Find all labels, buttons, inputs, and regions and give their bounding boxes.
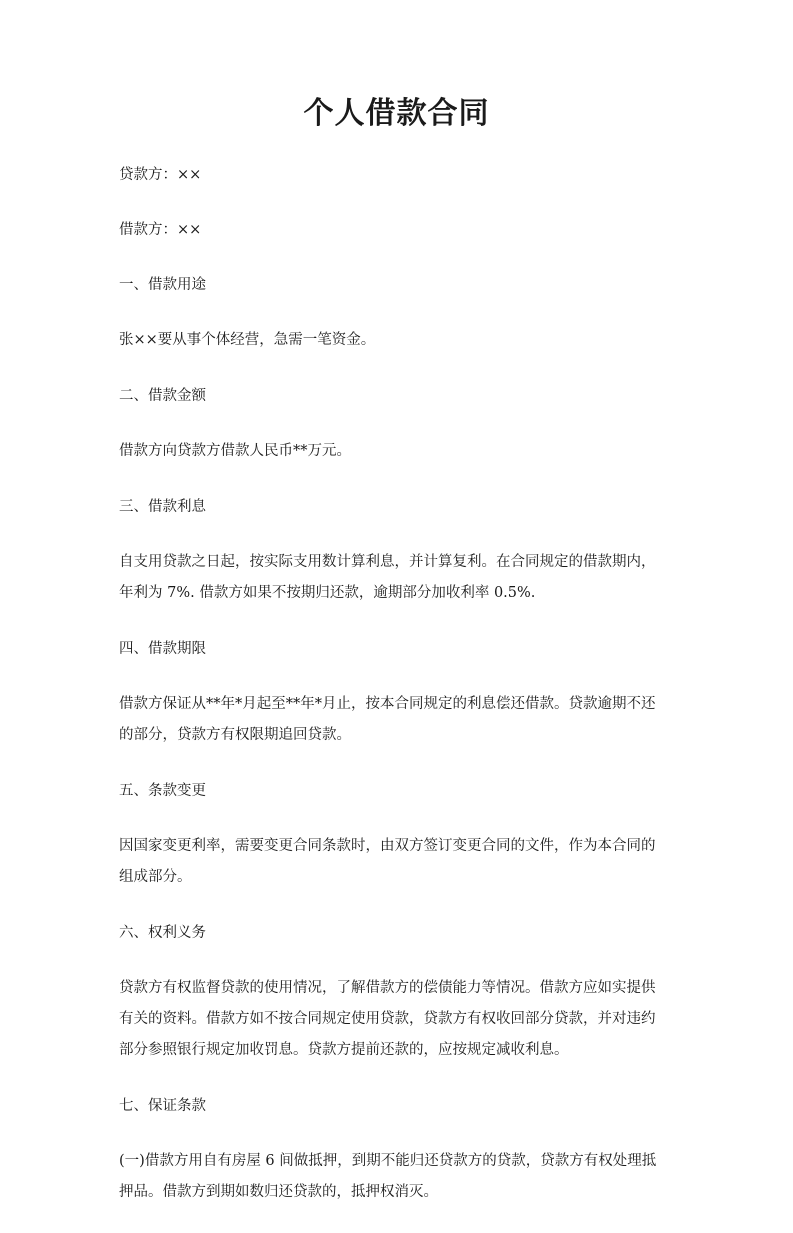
section-heading: 七、保证条款 (119, 1098, 206, 1114)
section-text: 的部分，贷款方有权限期追回贷款。 (119, 727, 351, 743)
document-body (119, 160, 679, 1233)
section-text: 借款方保证从**年*月起至**年*月止，按本合同规定的利息偿还借款。贷款逾期不还 (119, 696, 656, 712)
document-title: 个人借款合同 (303, 96, 490, 131)
section-text: 押品。借款方到期如数归还贷款的，抵押权消灭。 (119, 1184, 438, 1200)
section-text: 组成部分。 (119, 869, 192, 885)
section-text: 自支用贷款之日起，按实际支用数计算利息，并计算复利。在合同规定的借款期内， (119, 554, 656, 570)
section-text: 部分参照银行规定加收罚息。贷款方提前还款的，应按规定减收利息。 (119, 1042, 569, 1058)
section-text: (一)借款方用自有房屋 6 间做抵押，到期不能归还贷款方的贷款，贷款方有权处理抵 (119, 1153, 657, 1169)
section-text: 有关的资料。借款方如不按合同规定使用贷款，贷款方有权收回部分贷款，并对违约 (119, 1011, 656, 1027)
section-heading: 六、权利义务 (119, 925, 206, 941)
section-text: 因国家变更利率，需要变更合同条款时，由双方签订变更合同的文件，作为本合同的 (119, 838, 656, 854)
section-heading: 三、借款利息 (119, 499, 206, 515)
section-text: 借款方向贷款方借款人民币**万元。 (119, 443, 351, 459)
section-text: 张××要从事个体经营，急需一笔资金。 (119, 332, 376, 348)
section-text: 贷款方有权监督贷款的使用情况，了解借款方的偿债能力等情况。借款方应如实提供 (119, 980, 656, 996)
section-heading: 四、借款期限 (119, 641, 206, 657)
section-text: 年利为 7%. 借款方如果不按期归还款，逾期部分加收利率 0.5%. (119, 585, 536, 601)
section-heading: 一、借款用途 (119, 277, 206, 293)
section-heading: 五、条款变更 (119, 783, 206, 799)
borrower-line: 借款方：×× (119, 222, 202, 238)
lender-line: 贷款方：×× (119, 167, 202, 183)
section-heading: 二、借款金额 (119, 388, 206, 404)
